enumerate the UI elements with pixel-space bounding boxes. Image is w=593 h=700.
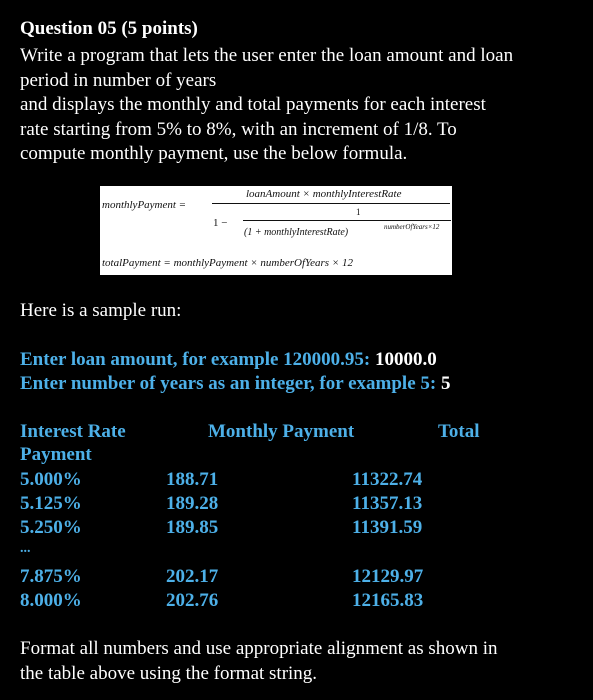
question-line: rate starting from 5% to 8%, with an increment of 1/8. To bbox=[20, 118, 457, 140]
monthly-cell: 202.76 bbox=[166, 590, 219, 611]
monthly-cell: 189.85 bbox=[166, 517, 219, 538]
prompt-label: Enter number of years as an integer, for example 5: bbox=[20, 373, 437, 394]
sample-run-label: Here is a sample run: bbox=[20, 300, 182, 321]
total-cell: 11357.13 bbox=[352, 493, 423, 514]
question-line: period in number of years bbox=[20, 69, 217, 91]
question-line: and displays the monthly and total payments for each interest bbox=[20, 94, 486, 115]
total-cell: 12129.97 bbox=[352, 566, 424, 587]
rate-cell: 7.875% bbox=[20, 566, 82, 587]
formula-one-minus: 1 − bbox=[213, 217, 228, 229]
total-cell: 12165.83 bbox=[352, 590, 424, 611]
header-payment: Payment bbox=[20, 444, 92, 465]
note-line: Format all numbers and use appropriate alignment as shown in bbox=[20, 638, 498, 659]
rate-cell: 5.000% bbox=[20, 469, 82, 490]
prompt-label: Enter loan amount, for example 120000.95: bbox=[20, 349, 371, 370]
fraction-bar bbox=[212, 203, 450, 204]
formula-image bbox=[100, 186, 452, 275]
monthly-cell: 189.28 bbox=[166, 493, 219, 514]
formula-exponent: numberOfYears×12 bbox=[384, 223, 440, 231]
rate-cell: 5.125% bbox=[20, 493, 82, 514]
prompt-value: 5 bbox=[440, 373, 451, 394]
header-interest-rate: Interest Rate bbox=[20, 421, 126, 442]
question-line: Write a program that lets the user enter the loan amount and loan bbox=[20, 45, 514, 66]
formula-inner-one: 1 bbox=[356, 207, 361, 217]
rate-cell: 8.000% bbox=[20, 590, 82, 611]
prompt-years bbox=[20, 373, 450, 395]
question-title: Question 05 (5 points) bbox=[20, 18, 198, 39]
format-note bbox=[20, 637, 575, 686]
header-total: Total bbox=[438, 421, 480, 442]
note-line: the table above using the format string. bbox=[20, 662, 318, 684]
question-line: compute monthly payment, use the below formula. bbox=[20, 143, 408, 164]
formula-numerator: loanAmount × monthlyInterestRate bbox=[246, 188, 402, 200]
formula-denominator: (1 + monthlyInterestRate) bbox=[244, 227, 349, 238]
total-cell: 11322.74 bbox=[352, 469, 423, 490]
monthly-cell: 188.71 bbox=[166, 469, 219, 490]
monthly-cell: 202.17 bbox=[166, 566, 219, 587]
formula-total: totalPayment = monthlyPayment × numberOfYears × 12 bbox=[102, 257, 354, 269]
prompt-loan-amount bbox=[20, 349, 437, 371]
total-cell: 11391.59 bbox=[352, 517, 423, 538]
header-monthly-payment: Monthly Payment bbox=[208, 421, 355, 442]
prompt-value: 10000.0 bbox=[375, 349, 437, 370]
question-text bbox=[20, 44, 575, 167]
rate-cell: 5.250% bbox=[20, 517, 82, 538]
formula-lhs: monthlyPayment = bbox=[102, 199, 187, 211]
inner-fraction-bar bbox=[243, 220, 451, 221]
ellipsis-cell: ... bbox=[20, 541, 31, 556]
